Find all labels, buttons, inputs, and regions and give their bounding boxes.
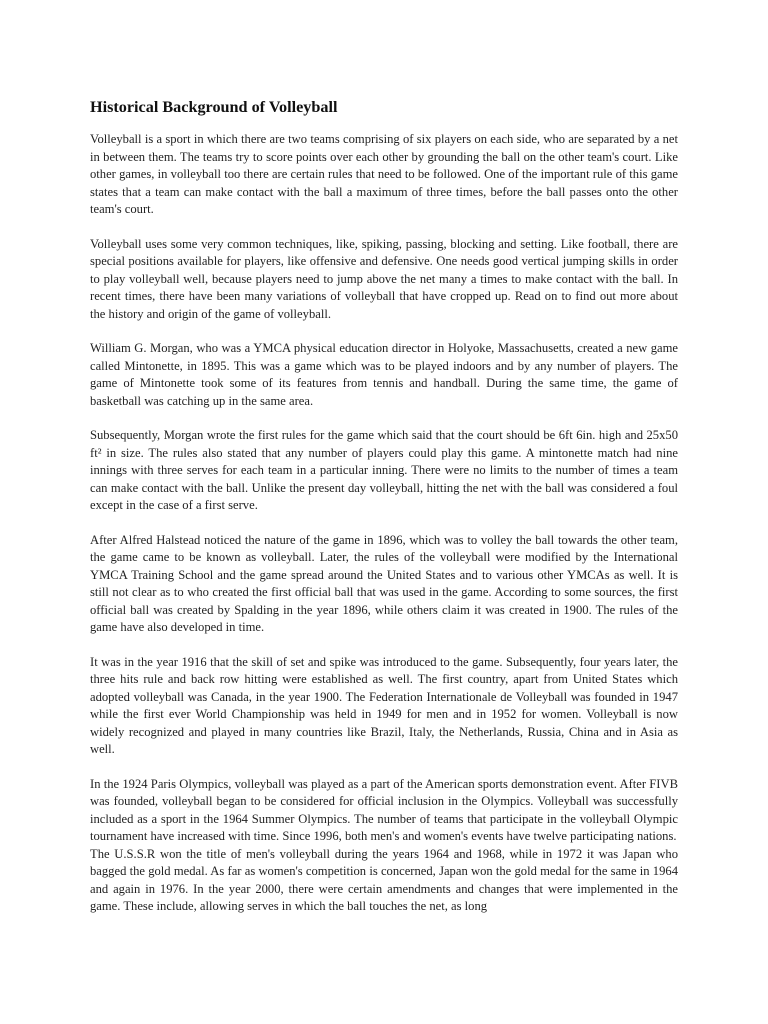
paragraph-set-and-spike: It was in the year 1916 that the skill of set and spike was introduced to the game. Subsequently, four years later, the three hits rule and back row hitting were established as well. The first country, apart from United States which adopted volleyball was Canada, in the year 1900. The Federation Internationale de Volleyball was founded in 1947 while the first ever World Championship was held in 1949 for men and in 1952 for women. Volleyball is now widely recognized and played in many countries like Brazil, Italy, the Netherlands, Russia, China and in Asia as well. — [90, 654, 678, 756]
paragraph-ussr-japan: The U.S.S.R won the title of men's volleyball during the years 1964 and 1968, while in 1972 it was Japan who bagged the gold medal. As far as women's competition is concerned, Japan won the gold medal for the same in 1964 and again in 1976. In the year 2000, there were certain amendments and changes that were implemented in the game. These include, allowing serves in which the ball touches the net, as long — [90, 846, 678, 913]
paragraph-halstead: After Alfred Halstead noticed the nature of the game in 1896, which was to volley the ball towards the other team, the game came to be known as volleyball. Later, the rules of the volleyball were modified by the International YMCA Training School and the game spread around the United States and to various other YMCAs as well. It is still not clear as to who created the first official ball that was used in the game. According to some sources, the first official ball was created by Spalding in the year 1896, while others claim it was created in 1900. The rules of the game have also developed in time. — [90, 532, 678, 634]
paragraph-olympics: In the 1924 Paris Olympics, volleyball was played as a part of the American sports demonstration event. After FIVB was founded, volleyball began to be considered for official inclusion in the Olympics. Volleyball was successfully included as a sport in the 1964 Summer Olympics. The number of teams that participate in the volleyball Olympic tournament have increased with time. Since 1996, both men's and women's events have twelve participating nations. — [90, 776, 678, 843]
paragraph-introduction: Volleyball is a sport in which there are two teams comprising of six players on each side, who are separated by a net in between them. The teams try to score points over each other by grounding the ball on the other team's court. Like other games, in volleyball too there are certain rules that need to be followed. One of the important rule of this game states that a team can make contact with the ball a maximum of three times, before the ball passes onto the other team's court. — [90, 132, 678, 216]
paragraph-morgan-mintonette: William G. Morgan, who was a YMCA physical education director in Holyoke, Massachusetts, created a new game called Mintonette, in 1895. This was a game which was to be played indoors and by any number of players. The game of Mintonette took some of its features from tennis and handball. During the same time, the game of basketball was catching up in the same area. — [90, 341, 678, 408]
paragraph-techniques: Volleyball uses some very common techniques, like, spiking, passing, blocking and setting. Like football, there are special positions available for players, like offensive and defensive. One needs good vertical jumping skills in order to play volleyball well, because players need to jump above the net many a times to make contact with the ball. In recent times, there have been many variations of volleyball that have cropped up. Read on to find out more about the history and origin of the game of volleyball. — [90, 236, 678, 321]
document-title: Historical Background of Volleyball — [90, 98, 338, 116]
paragraph-first-rules: Subsequently, Morgan wrote the first rules for the game which said that the court should be 6ft 6in. high and 25x50 ft² in size. The rules also stated that any number of players could play this game. A mintonette match had nine innings with three serves for each team in a particular inning. There were no limits to the number of times a team can make contact with the ball. Unlike the present day volleyball, hitting the net with the ball was considered a foul except in the case of a first serve. — [90, 428, 678, 512]
document-page — [90, 96, 678, 916]
